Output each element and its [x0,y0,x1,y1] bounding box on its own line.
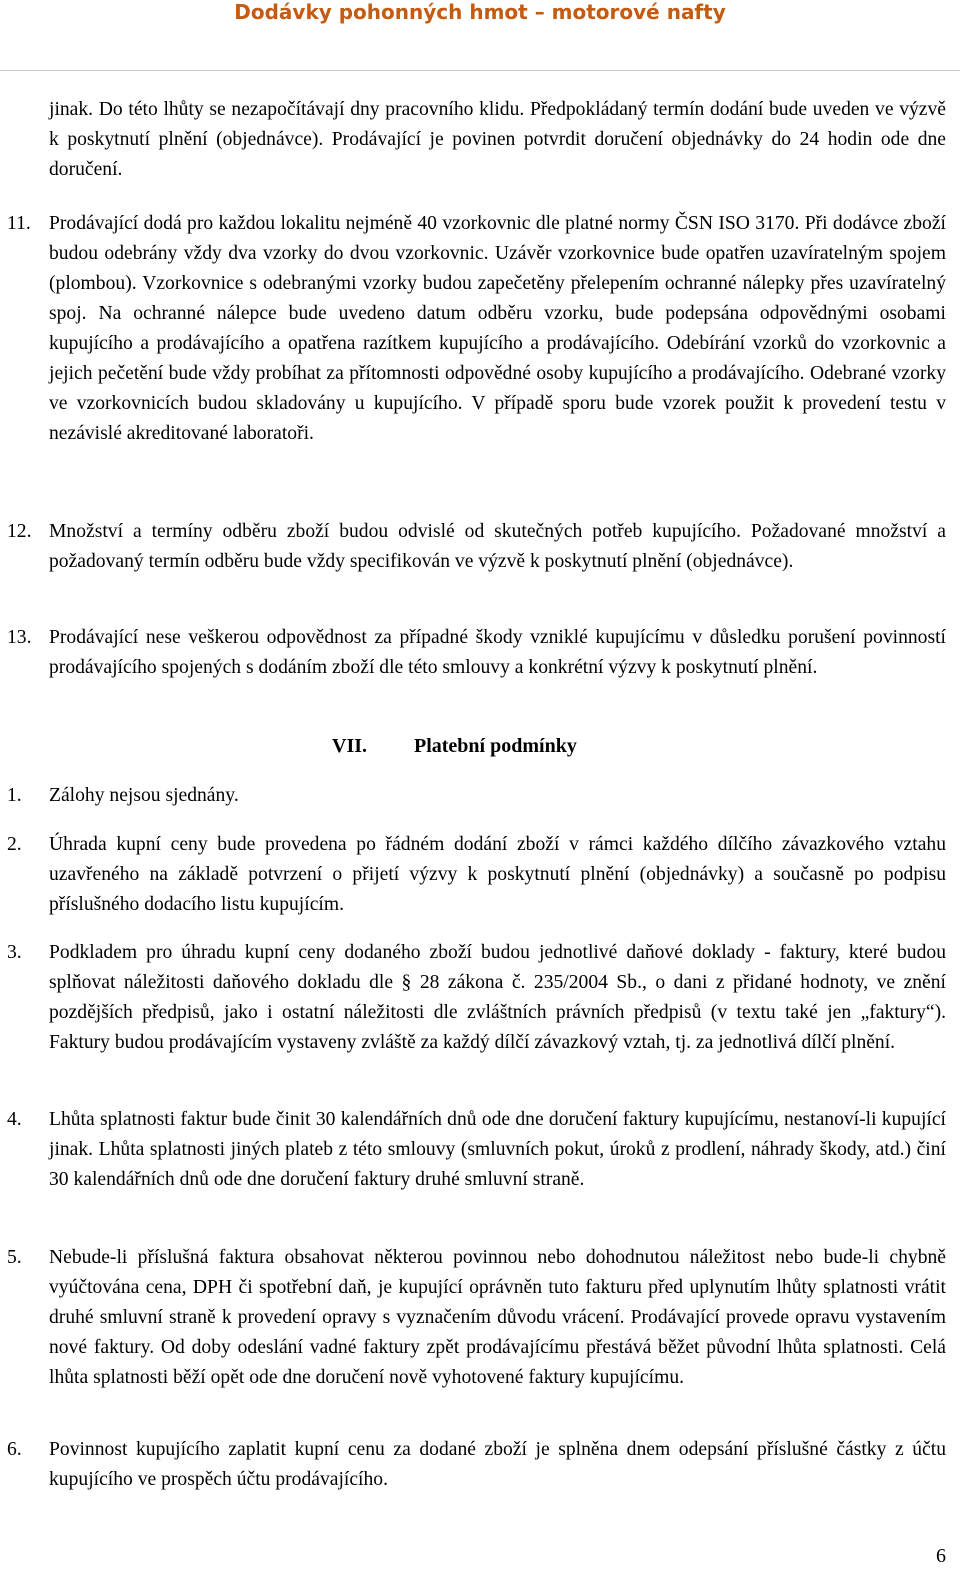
payment-clause-6 [7,1435,946,1495]
section-number: VII. [332,735,368,757]
header-title: Dodávky pohonných hmot – motorové nafty [234,0,726,24]
payment-clause-3 [7,938,946,1058]
clause-number: 2. [7,834,22,855]
clause-text: Nebude-li příslušná faktura obsahovat některou povinnou nebo dohodnutou náležitost nebo bude-li chybně vyúčtována cena, DPH či spotřební daň, je kupující oprávněn tuto fakturu před uplynutím lhůty splatnosti vrátit druhé smluvní straně k provedení opravy s vyznačením důvodu vrácení. Prodávající provede opravu vystavením nové faktury. Od doby odeslání vadné faktury zpět prodávajícímu přestává běžet původní lhůta splatnosti. Celá lhůta splatnosti běží opět ode dne doručení nově vyhotovené faktury kupujícímu. [49,1247,946,1388]
payment-clause-5 [7,1243,946,1393]
clause-11 [7,209,946,449]
clause-number: 4. [7,1109,22,1130]
clause-text: Prodávající dodá pro každou lokalitu nejméně 40 vzorkovnic dle platné normy ČSN ISO 3170. Při dodávce zboží budou odebrány vždy dva vzorky do dvou vzorkovnic. Uzávěr vzorkovnice bude opatřen uzavíratelným spojem (plombou). Vzorkovnice s odebranými vzorky budou zapečetěny přelepením ochranné nálepky přes uzavíratelný spoj. Na ochranné nálepce bude uvedeno datum odběru vzorku, bude podepsána odpovědnými osobami kupujícího a prodávajícího a opatřena razítkem kupujícího a prodávajícího. Odebírání vzorků do vzorkovnic a jejich pečetění bude vždy probíhat za přítomnosti odpovědné osoby kupujícího a prodávajícího. Odebrané vzorky ve vzorkovnicích budou skladovány u kupujícího. V případě sporu bude vzorek použit k provedení testu v nezávislé akreditované laboratoři. [49,213,946,444]
clause-number: 5. [7,1247,22,1268]
payment-clause-4 [7,1105,946,1195]
clause-13 [7,623,946,683]
clause-text: Zálohy nejsou sjednány. [49,785,239,806]
clause-number: 1. [7,785,22,806]
payment-clause-2 [7,830,946,920]
page-header [0,0,960,40]
clause-number: 13. [7,627,32,648]
clause-number: 12. [7,521,32,542]
clause-number: 3. [7,942,22,963]
continuation-paragraph [49,95,946,185]
clause-text: Prodávající nese veškerou odpovědnost za případné škody vzniklé kupujícímu v důsledku porušení povinností prodávajícího spojených s dodáním zboží dle této smlouvy a konkrétní výzvy k poskytnutí plnění. [49,627,946,678]
paragraph-text: jinak. Do této lhůty se nezapočítávají dny pracovního klidu. Předpokládaný termín dodání bude uveden ve výzvě k poskytnutí plnění (objednávce). Prodávající je povinen potvrdit doručení objednávky do 24 hodin ode dne doručení. [49,99,946,180]
clause-text: Podkladem pro úhradu kupní ceny dodaného zboží budou jednotlivé daňové doklady - faktury, které budou splňovat náležitosti daňového dokladu dle § 28 zákona č. 235/2004 Sb., o dani z přidané hodnoty, ve znění pozdějších předpisů, jako i ostatní náležitosti dle zvláštních právních předpisů (v textu také jen „faktury“). Faktury budou prodávajícím vystaveny zvláště za každý dílčí závazkový vztah, tj. za jednotlivá dílčí plnění. [49,942,946,1053]
clause-number: 11. [7,213,31,234]
clause-text: Lhůta splatnosti faktur bude činit 30 kalendářních dnů ode dne doručení faktury kupujícímu, nestanoví-li kupující jinak. Lhůta splatnosti jiných plateb z této smlouvy (smluvních pokut, úroků z prodlení, náhrady škody, atd.) činí 30 kalendářních dnů ode dne doručení faktury druhé smluvní straně. [49,1109,946,1190]
clause-text: Povinnost kupujícího zaplatit kupní cenu za dodané zboží je splněna dnem odepsání příslušné částky z účtu kupujícího ve prospěch účtu prodávajícího. [49,1439,946,1490]
section-title: Platební podmínky [414,735,577,757]
payment-clause-1 [7,781,946,811]
clause-12 [7,517,946,577]
clause-text: Množství a termíny odběru zboží budou odvislé od skutečných potřeb kupujícího. Požadované množství a požadovaný termín odběru bude vždy specifikován ve výzvě k poskytnutí plnění (objednávce). [49,521,946,572]
clause-number: 6. [7,1439,22,1460]
clause-text: Úhrada kupní ceny bude provedena po řádném dodání zboží v rámci každého dílčího závazkového vztahu uzavřeného na základě potvrzení o přijetí výzvy k poskytnutí plnění (objednávky) a současně po podpisu příslušného dodacího listu kupujícím. [49,834,946,915]
header-divider [0,70,960,71]
page-number: 6 [936,1545,946,1567]
